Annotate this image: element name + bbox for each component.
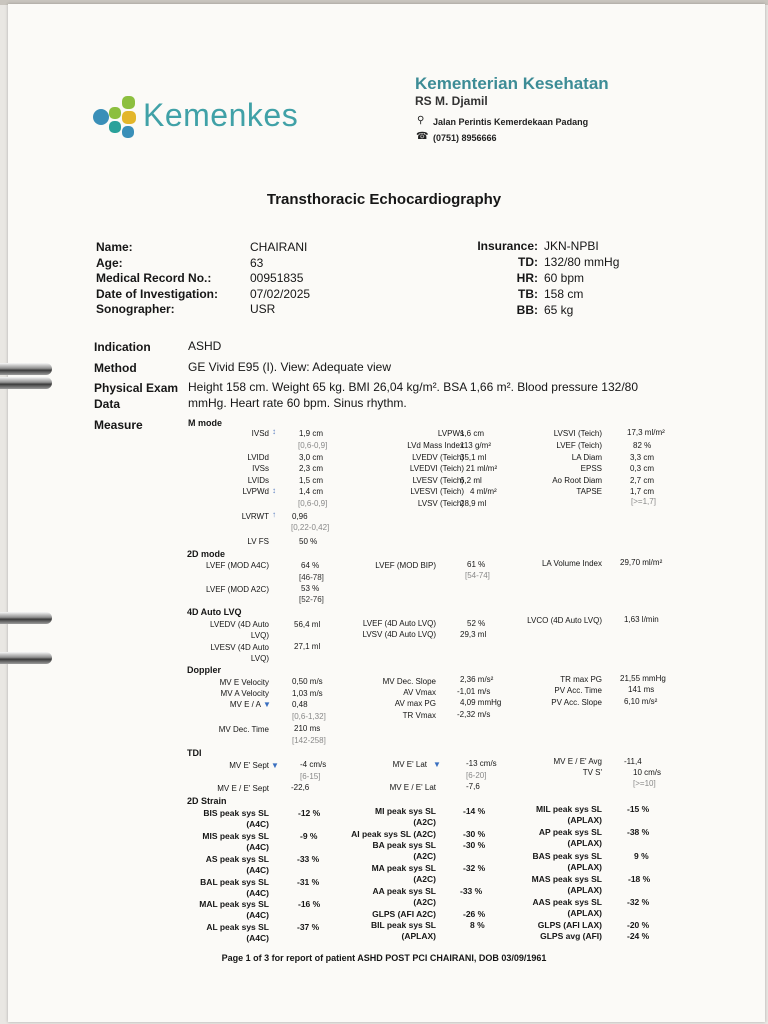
measure-value: 1,03 m/s	[292, 689, 323, 698]
strain-label: GLPS avg (AFI)	[540, 931, 602, 941]
strain-value: -24 %	[627, 931, 650, 941]
measure-label: MV Dec. Slope	[382, 677, 436, 686]
strain-label: AP peak sys SL	[538, 827, 602, 837]
bb-value: 65 kg	[544, 303, 574, 317]
strain-label: MAL peak sys SL	[199, 899, 269, 909]
hr-label: HR:	[516, 271, 538, 285]
reference-range: [0,22-0,42]	[291, 523, 330, 532]
sort-icon: ↕	[272, 427, 276, 436]
measure-label: PV Acc. Time	[554, 686, 602, 695]
indication-label: Indication	[94, 340, 151, 354]
measure-value: 113 g/m²	[460, 441, 491, 450]
name-label: Name:	[96, 240, 133, 254]
strain-label-view: (A2C)	[413, 874, 436, 884]
measure-value: 141 ms	[628, 685, 655, 694]
strain-value: -31 %	[297, 877, 320, 887]
measure-label: LA Diam	[571, 453, 602, 462]
method-value: GE Vivid E95 (I). View: Adequate view	[188, 360, 391, 374]
reference-range: [>=1,7]	[631, 497, 656, 506]
exam-label: Physical Exam	[94, 381, 179, 395]
measure-value: -22,6	[291, 783, 310, 792]
measure-label: LVEF (Teich)	[556, 441, 602, 450]
measure-label: IVSs	[252, 464, 269, 473]
measure-value: 6,2 ml	[460, 476, 482, 485]
auto4d-heading: 4D Auto LVQ	[187, 607, 242, 617]
age-label: Age:	[96, 256, 123, 270]
patient-age: 63	[250, 256, 264, 270]
strain-value: -33 %	[297, 854, 320, 864]
measure-value: 3,0 cm	[299, 453, 324, 462]
measure-value: 1,4 cm	[299, 487, 324, 496]
strain-value: -26 %	[463, 909, 486, 919]
measure-value: -11,4	[624, 757, 642, 766]
binder-ring	[0, 363, 52, 375]
strain-label: BAS peak sys SL	[532, 851, 602, 861]
measure-label: LVEDV (Teich)	[412, 453, 464, 462]
strain-value: 8 %	[470, 920, 485, 930]
measure-label: MV A Velocity	[220, 689, 269, 698]
measure-label: LVEF (MOD A2C)	[206, 585, 269, 594]
measure-value: 17,3 ml/m²	[627, 428, 665, 437]
measure-value: 1,6 cm	[460, 429, 485, 438]
td-label: TD:	[518, 255, 538, 269]
measure-value: 21 ml/m²	[466, 464, 498, 473]
strain-label-view: (A2C)	[413, 851, 436, 861]
doppler-heading: Doppler	[187, 665, 222, 675]
page-footer: Page 1 of 3 for report of patient ASHD POST PCI CHAIRANI, DOB 03/09/1961	[221, 953, 547, 963]
binder-ring	[0, 377, 52, 389]
measure-value: -4 cm/s	[300, 760, 327, 769]
hospital-phone: (0751) 8956666	[433, 133, 497, 143]
strain-value: -15 %	[627, 804, 650, 814]
exam-line-1: Height 158 cm. Weight 65 kg. BMI 26,04 kg/m². BSA 1,66 m². Blood pressure 132/80	[188, 380, 639, 394]
measure-label: LVd Mass Index	[407, 441, 464, 450]
measure-label: MV E / E' Avg	[553, 757, 602, 766]
tb-value: 158 cm	[544, 287, 584, 301]
strain-value: -20 %	[627, 920, 650, 930]
measure-label: LVESV (Teich)	[412, 476, 464, 485]
measure-value: 0,96	[292, 512, 308, 521]
measure-label: EPSS	[580, 464, 602, 473]
strain-heading: 2D Strain	[187, 796, 227, 806]
strain-label: AL peak sys SL	[206, 922, 269, 932]
measure-value: 1,5 cm	[299, 476, 324, 485]
location-pin-icon: ⚲	[417, 115, 425, 126]
sonographer-label: Sonographer:	[96, 302, 175, 316]
measure-value: 2,3 cm	[299, 464, 324, 473]
measure-label: MV E' Lat	[392, 760, 427, 769]
measure-label: LVEDV (4D Auto	[210, 620, 269, 629]
reference-range: [54-74]	[465, 571, 490, 580]
measure-label: LVESVI (Teich)	[410, 487, 464, 496]
measure-value: 0,3 cm	[630, 464, 655, 473]
hr-value: 60 bpm	[544, 271, 585, 285]
strain-label: BIL peak sys SL	[370, 920, 436, 930]
measure-label: MV E' Sept	[229, 761, 269, 770]
strain-label: GLPS (AFI A2C)	[372, 909, 436, 919]
measure-value: 210 ms	[294, 724, 321, 733]
insurance-label: Insurance:	[477, 239, 538, 253]
measure-value: -1,01 m/s	[457, 687, 491, 696]
strain-value: -16 %	[298, 899, 321, 909]
binder-ring	[0, 652, 52, 664]
dropdown-arrow-icon: ▼	[433, 760, 441, 769]
measure-value: 82 %	[633, 441, 652, 450]
measure-value: 1,63 l/min	[624, 615, 659, 624]
reference-range: [6-15]	[300, 772, 321, 781]
strain-value: -9 %	[300, 831, 318, 841]
measure-label: LVRWT	[241, 512, 269, 521]
reference-range: [52-76]	[299, 595, 324, 604]
measure-value: 0,50 m/s	[292, 677, 323, 686]
ministry-name: Kementerian Kesehatan	[415, 74, 609, 93]
insurance-value: JKN-NPBI	[544, 239, 599, 253]
measure-value: -2,32 m/s	[457, 710, 491, 719]
measure-label: LVSVI (Teich)	[553, 429, 602, 438]
strain-label-view: (APLAX)	[567, 908, 602, 918]
indication-value: ASHD	[188, 339, 222, 353]
tdi-heading: TDI	[187, 748, 202, 758]
measure-value: -7,6	[466, 782, 480, 791]
measure-label: LVEF (MOD A4C)	[206, 561, 269, 570]
patient-name: CHAIRANI	[250, 240, 308, 254]
measure-label: MV E Velocity	[219, 678, 269, 687]
strain-label-view: (APLAX)	[567, 885, 602, 895]
measure-label: AV max PG	[394, 699, 436, 708]
strain-label-view: (A4C)	[246, 865, 269, 875]
dropdown-arrow-icon: ▼	[271, 761, 279, 770]
strain-label: MIS peak sys SL	[202, 831, 269, 841]
strain-label: BAL peak sys SL	[200, 877, 269, 887]
strain-value: -14 %	[463, 806, 486, 816]
strain-label: BIS peak sys SL	[203, 808, 269, 818]
measure-value: 6,10 m/s²	[624, 697, 658, 706]
measure-value: 50 %	[299, 537, 318, 546]
patient-mrn: 00951835	[250, 271, 304, 285]
bb-label: BB:	[516, 303, 538, 317]
reference-range: [6-20]	[466, 771, 487, 780]
strain-label: MA peak sys SL	[371, 863, 436, 873]
strain-value: -30 %	[463, 829, 486, 839]
measure-value: 61 %	[467, 560, 486, 569]
strain-value: 9 %	[634, 851, 649, 861]
measure-value: 28,9 ml	[460, 499, 487, 508]
hospital-address: Jalan Perintis Kemerdekaan Padang	[433, 117, 589, 127]
strain-label: MIL peak sys SL	[536, 804, 602, 814]
investigation-date: 07/02/2025	[250, 287, 311, 301]
strain-label: AA peak sys SL	[372, 886, 436, 896]
strain-label-view: (APLAX)	[401, 931, 436, 941]
measure-label: LVEF (MOD BIP)	[375, 561, 436, 570]
measure-value: 10 cm/s	[633, 768, 662, 777]
reference-range: [46-78]	[299, 573, 324, 582]
method-label: Method	[94, 361, 137, 375]
measure-label: LA Volume Index	[541, 559, 602, 568]
measure-value: 29,3 ml	[460, 630, 487, 639]
strain-label-view: (A2C)	[413, 897, 436, 907]
measure-value: 29,70 ml/m²	[620, 558, 663, 567]
measure-label: LV FS	[247, 537, 269, 546]
measure-label: LVPWs	[437, 429, 464, 438]
strain-value: -38 %	[627, 827, 650, 837]
measure-value: 1,7 cm	[630, 487, 655, 496]
measure-label: MV E / A	[229, 700, 261, 709]
measure-value: 4 ml/m²	[470, 487, 497, 496]
date-label: Date of Investigation:	[96, 287, 219, 301]
strain-label-view: (A2C)	[413, 817, 436, 827]
measure-label: MV E / E' Lat	[389, 783, 436, 792]
td-value: 132/80 mmHg	[544, 255, 620, 269]
sort-icon: ↑	[272, 510, 276, 519]
measure-label: MV Dec. Time	[218, 725, 269, 734]
reference-range: [0,6-0,9]	[298, 499, 328, 508]
strain-value: -32 %	[463, 863, 486, 873]
measure-value: 27,1 ml	[294, 642, 321, 651]
reference-range: [>=10]	[633, 779, 656, 788]
measure-label: LVSV (Teich)	[417, 499, 464, 508]
mmode-heading: M mode	[188, 418, 223, 428]
strain-label-view: (A4C)	[246, 888, 269, 898]
sort-icon: ↕	[272, 486, 276, 495]
tb-label: TB:	[518, 287, 538, 301]
measure-value: 0,48	[292, 700, 308, 709]
measure-value: 3,3 cm	[630, 453, 655, 462]
measure-label: LVCO (4D Auto LVQ)	[527, 616, 602, 625]
measure-label: TV S'	[582, 768, 602, 777]
dropdown-arrow-icon: ▼	[263, 700, 271, 709]
measure-label: Ao Root Diam	[552, 476, 602, 485]
measure-label-cont: LVQ)	[250, 654, 269, 663]
measure-value: 21,55 mmHg	[620, 674, 666, 683]
strain-label-view: (APLAX)	[567, 862, 602, 872]
measure-value: 1,9 cm	[299, 429, 324, 438]
strain-label: AI peak sys SL (A2C)	[351, 829, 436, 839]
measure-value: 35,1 ml	[460, 453, 487, 462]
measure-value: 53 %	[301, 584, 320, 593]
measure-value: 56,4 ml	[294, 620, 321, 629]
strain-label-view: (A4C)	[246, 819, 269, 829]
measure-value: 52 %	[467, 619, 486, 628]
strain-label-view: (A4C)	[246, 933, 269, 943]
strain-label-view: (APLAX)	[567, 815, 602, 825]
brand-name: Kemenkes	[143, 97, 299, 133]
measure-label: LVIDd	[247, 453, 269, 462]
measure-value: 64 %	[301, 561, 320, 570]
measure-value: 2,7 cm	[630, 476, 655, 485]
strain-value: -32 %	[627, 897, 650, 907]
measure-label: LVIDs	[247, 476, 269, 485]
exam-label-cont: Data	[94, 397, 121, 411]
measure-label: PV Acc. Slope	[551, 698, 602, 707]
kemenkes-logo-icon	[92, 94, 144, 140]
measure-label: IVSd	[251, 429, 269, 438]
measure-label: LVSV (4D Auto LVQ)	[362, 630, 436, 639]
measure-value: 4,09 mmHg	[460, 698, 502, 707]
measure-label-cont: LVQ)	[250, 631, 269, 640]
strain-value: -33 %	[460, 886, 483, 896]
measure-value: -13 cm/s	[466, 759, 497, 768]
measure-value: 2,36 m/s²	[460, 675, 494, 684]
strain-label: GLPS (AFI LAX)	[537, 920, 602, 930]
strain-label-view: (A4C)	[246, 910, 269, 920]
mrn-label: Medical Record No.:	[96, 271, 212, 285]
measure-label: TAPSE	[576, 487, 602, 496]
binder-ring	[0, 612, 52, 624]
measure-label: LVESV (4D Auto	[210, 643, 269, 652]
sonographer-value: USR	[250, 302, 276, 316]
report-title: Transthoracic Echocardiography	[266, 191, 502, 208]
strain-label: AAS peak sys SL	[532, 897, 602, 907]
reference-range: [0,6-0,9]	[298, 441, 328, 450]
phone-icon: ☎	[416, 131, 429, 142]
strain-label-view: (APLAX)	[567, 838, 602, 848]
measure-label: TR max PG	[560, 675, 602, 684]
strain-label: AS peak sys SL	[205, 854, 269, 864]
exam-line-2: mmHg. Heart rate 60 bpm. Sinus rhythm.	[188, 396, 407, 410]
hospital-name: RS M. Djamil	[415, 94, 488, 108]
strain-label: BA peak sys SL	[372, 840, 436, 850]
twod-heading: 2D mode	[187, 549, 226, 559]
measure-label: TR Vmax	[402, 711, 436, 720]
strain-value: -12 %	[298, 808, 321, 818]
measure-label: AV Vmax	[403, 688, 436, 697]
strain-label: MI peak sys SL	[375, 806, 436, 816]
reference-range: [0,6-1,32]	[292, 712, 326, 721]
strain-label: MAS peak sys SL	[531, 874, 602, 884]
measure-label: LVEF (4D Auto LVQ)	[362, 619, 436, 628]
strain-value: -30 %	[463, 840, 486, 850]
measure-label: Measure	[94, 418, 143, 432]
measure-label: LVPWd	[242, 487, 269, 496]
strain-value: -37 %	[297, 922, 320, 932]
strain-label-view: (A4C)	[246, 842, 269, 852]
strain-value: -18 %	[628, 874, 651, 884]
measure-label: LVEDVI (Teich)	[409, 464, 464, 473]
reference-range: [142-258]	[292, 736, 326, 745]
measure-label: MV E / E' Sept	[217, 784, 269, 793]
